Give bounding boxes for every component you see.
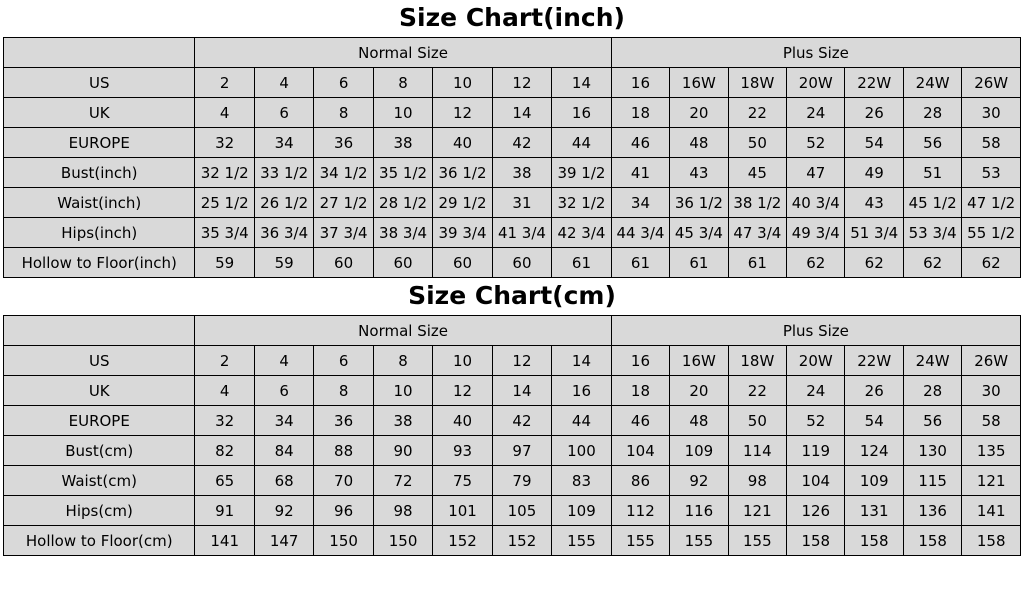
table-cell: 24W — [903, 68, 961, 98]
table-cell: 51 3/4 — [845, 218, 903, 248]
table-cell: 54 — [845, 128, 903, 158]
table-cell: 28 — [903, 376, 961, 406]
table-cell: 116 — [670, 496, 728, 526]
table-cell: 26W — [962, 68, 1021, 98]
table-cell: 32 — [195, 406, 254, 436]
table-cell: 6 — [254, 376, 313, 406]
table-cell: 37 3/4 — [314, 218, 373, 248]
table-cell: 131 — [845, 496, 903, 526]
row-label: Hollow to Floor(cm) — [4, 526, 195, 556]
table-cell: 10 — [433, 346, 492, 376]
group-header-normal: Normal Size — [195, 316, 611, 346]
table-cell: 51 — [903, 158, 961, 188]
table-row — [4, 248, 1021, 278]
table-cell: 10 — [373, 376, 432, 406]
table-cell: 55 1/2 — [962, 218, 1021, 248]
table-cell: 46 — [611, 406, 669, 436]
row-label: Hips(cm) — [4, 496, 195, 526]
table-cell: 44 3/4 — [611, 218, 669, 248]
table-cell: 46 — [611, 128, 669, 158]
table-cell: 49 — [845, 158, 903, 188]
table-cell: 45 3/4 — [670, 218, 728, 248]
table-cell: 84 — [254, 436, 313, 466]
table-cell: 4 — [195, 98, 254, 128]
group-header-plus: Plus Size — [611, 316, 1020, 346]
table-cell: 147 — [254, 526, 313, 556]
table-cell: 30 — [962, 98, 1021, 128]
table-cell: 18 — [611, 376, 669, 406]
table-cell: 47 — [787, 158, 845, 188]
table-cell: 20W — [787, 346, 845, 376]
table-cell: 54 — [845, 406, 903, 436]
table-body-cm — [4, 316, 1021, 556]
table-cell: 158 — [845, 526, 903, 556]
table-cell: 29 1/2 — [433, 188, 492, 218]
table-cell: 25 1/2 — [195, 188, 254, 218]
table-cell: 34 — [254, 406, 313, 436]
table-cell: 155 — [611, 526, 669, 556]
table-cell: 20 — [670, 376, 728, 406]
table-cell: 8 — [314, 98, 373, 128]
table-cell: 82 — [195, 436, 254, 466]
table-cell: 49 3/4 — [787, 218, 845, 248]
table-cell: 16W — [670, 346, 728, 376]
table-cell: 48 — [670, 128, 728, 158]
table-cell: 16 — [552, 98, 612, 128]
table-cell: 53 — [962, 158, 1021, 188]
table-cell: 26 — [845, 376, 903, 406]
table-cell: 109 — [552, 496, 612, 526]
table-cell: 30 — [962, 376, 1021, 406]
table-cell: 62 — [845, 248, 903, 278]
table-cell: 52 — [787, 406, 845, 436]
table-cell: 98 — [728, 466, 786, 496]
table-cell: 36 1/2 — [670, 188, 728, 218]
table-cell: 24 — [787, 376, 845, 406]
table-cell: 38 — [373, 406, 432, 436]
table-cell: 16 — [552, 376, 612, 406]
table-cell: 158 — [962, 526, 1021, 556]
table-cell: 83 — [552, 466, 612, 496]
table-cell: 8 — [373, 346, 432, 376]
table-row — [4, 346, 1021, 376]
table-row — [4, 128, 1021, 158]
table-cell: 31 — [492, 188, 551, 218]
row-label: US — [4, 68, 195, 98]
table-cell: 101 — [433, 496, 492, 526]
table-cell: 100 — [552, 436, 612, 466]
table-cell: 61 — [611, 248, 669, 278]
table-cell: 10 — [433, 68, 492, 98]
table-cell: 4 — [195, 376, 254, 406]
table-cell: 28 1/2 — [373, 188, 432, 218]
table-cell: 28 — [903, 98, 961, 128]
group-header-plus: Plus Size — [611, 38, 1020, 68]
table-cell: 42 — [492, 128, 551, 158]
table-cell: 97 — [492, 436, 551, 466]
table-cell: 6 — [254, 98, 313, 128]
table-cell: 22 — [728, 98, 786, 128]
size-chart-inch — [0, 0, 1024, 278]
table-cell: 36 3/4 — [254, 218, 313, 248]
row-label: Hollow to Floor(inch) — [4, 248, 195, 278]
table-cell: 36 — [314, 406, 373, 436]
table-cell: 98 — [373, 496, 432, 526]
table-cell: 50 — [728, 128, 786, 158]
table-cell: 119 — [787, 436, 845, 466]
table-cell: 39 1/2 — [552, 158, 612, 188]
table-cell: 109 — [845, 466, 903, 496]
row-label: UK — [4, 98, 195, 128]
table-cell: 42 — [492, 406, 551, 436]
table-cell: 105 — [492, 496, 551, 526]
table-cell: 152 — [492, 526, 551, 556]
table-row — [4, 158, 1021, 188]
table-cell: 60 — [492, 248, 551, 278]
table-cell: 26 1/2 — [254, 188, 313, 218]
table-cell: 20W — [787, 68, 845, 98]
table-cell: 58 — [962, 406, 1021, 436]
table-cell: 45 1/2 — [903, 188, 961, 218]
table-cell: 92 — [670, 466, 728, 496]
table-row — [4, 496, 1021, 526]
table-cell: 91 — [195, 496, 254, 526]
table-cell: 4 — [254, 346, 313, 376]
table-cell: 20 — [670, 98, 728, 128]
table-cell: 12 — [433, 376, 492, 406]
table-cell: 2 — [195, 68, 254, 98]
table-cell: 40 — [433, 128, 492, 158]
table-cell: 90 — [373, 436, 432, 466]
table-cell: 43 — [670, 158, 728, 188]
table-cell: 72 — [373, 466, 432, 496]
row-label: Bust(inch) — [4, 158, 195, 188]
table-cell: 34 1/2 — [314, 158, 373, 188]
table-cell: 14 — [492, 98, 551, 128]
table-cell: 121 — [728, 496, 786, 526]
table-cell: 155 — [670, 526, 728, 556]
table-cell: 38 3/4 — [373, 218, 432, 248]
table-cell: 135 — [962, 436, 1021, 466]
table-row — [4, 406, 1021, 436]
table-cell: 32 1/2 — [552, 188, 612, 218]
table-cell: 12 — [492, 68, 551, 98]
table-cell: 14 — [552, 346, 612, 376]
table-row — [4, 218, 1021, 248]
table-cell: 104 — [787, 466, 845, 496]
table-cell: 60 — [373, 248, 432, 278]
table-cell: 65 — [195, 466, 254, 496]
table-cell: 16 — [611, 346, 669, 376]
table-cell: 109 — [670, 436, 728, 466]
table-body-inch — [4, 38, 1021, 278]
table-cell: 155 — [728, 526, 786, 556]
table-cell: 141 — [962, 496, 1021, 526]
size-chart-cm — [0, 278, 1024, 556]
table-row — [4, 436, 1021, 466]
table-cell: 136 — [903, 496, 961, 526]
table-group-header-row — [4, 38, 1021, 68]
table-cell: 155 — [552, 526, 612, 556]
size-table-cm — [3, 315, 1021, 556]
table-cell: 43 — [845, 188, 903, 218]
table-cell: 18W — [728, 68, 786, 98]
table-cell: 44 — [552, 128, 612, 158]
table-cell: 36 — [314, 128, 373, 158]
table-cell: 152 — [433, 526, 492, 556]
table-cell: 58 — [962, 128, 1021, 158]
table-cell: 44 — [552, 406, 612, 436]
table-cell: 59 — [195, 248, 254, 278]
table-row — [4, 526, 1021, 556]
table-cell: 158 — [903, 526, 961, 556]
table-cell: 27 1/2 — [314, 188, 373, 218]
table-cell: 126 — [787, 496, 845, 526]
table-cell: 45 — [728, 158, 786, 188]
table-cell: 92 — [254, 496, 313, 526]
row-label: Bust(cm) — [4, 436, 195, 466]
table-cell: 61 — [670, 248, 728, 278]
table-cell: 36 1/2 — [433, 158, 492, 188]
table-cell: 16W — [670, 68, 728, 98]
table-cell: 150 — [373, 526, 432, 556]
table-cell: 39 3/4 — [433, 218, 492, 248]
table-cell: 26 — [845, 98, 903, 128]
table-cell: 48 — [670, 406, 728, 436]
table-cell: 18W — [728, 346, 786, 376]
table-row — [4, 68, 1021, 98]
group-header-normal: Normal Size — [195, 38, 611, 68]
table-cell: 34 — [611, 188, 669, 218]
table-row — [4, 376, 1021, 406]
table-cell: 8 — [373, 68, 432, 98]
table-cell: 26W — [962, 346, 1021, 376]
table-group-header-row — [4, 316, 1021, 346]
table-cell: 41 — [611, 158, 669, 188]
size-table-inch — [3, 37, 1021, 278]
table-cell: 88 — [314, 436, 373, 466]
corner-cell — [4, 316, 195, 346]
table-cell: 62 — [962, 248, 1021, 278]
table-cell: 38 — [373, 128, 432, 158]
table-cell: 32 1/2 — [195, 158, 254, 188]
table-cell: 47 1/2 — [962, 188, 1021, 218]
table-cell: 22W — [845, 68, 903, 98]
table-cell: 150 — [314, 526, 373, 556]
page-title-inch: Size Chart(inch) — [399, 3, 625, 32]
table-cell: 14 — [552, 68, 612, 98]
table-cell: 35 3/4 — [195, 218, 254, 248]
table-cell: 141 — [195, 526, 254, 556]
table-cell: 10 — [373, 98, 432, 128]
table-cell: 112 — [611, 496, 669, 526]
corner-cell — [4, 38, 195, 68]
table-cell: 53 3/4 — [903, 218, 961, 248]
row-label: US — [4, 346, 195, 376]
table-cell: 75 — [433, 466, 492, 496]
table-cell: 124 — [845, 436, 903, 466]
table-cell: 40 — [433, 406, 492, 436]
table-cell: 70 — [314, 466, 373, 496]
table-cell: 130 — [903, 436, 961, 466]
table-cell: 158 — [787, 526, 845, 556]
table-cell: 34 — [254, 128, 313, 158]
table-cell: 38 1/2 — [728, 188, 786, 218]
table-cell: 38 — [492, 158, 551, 188]
table-cell: 50 — [728, 406, 786, 436]
table-cell: 33 1/2 — [254, 158, 313, 188]
table-cell: 61 — [552, 248, 612, 278]
table-row — [4, 466, 1021, 496]
table-cell: 61 — [728, 248, 786, 278]
table-cell: 79 — [492, 466, 551, 496]
row-label: Waist(cm) — [4, 466, 195, 496]
table-cell: 52 — [787, 128, 845, 158]
page-title-cm: Size Chart(cm) — [408, 281, 616, 310]
table-cell: 104 — [611, 436, 669, 466]
table-cell: 56 — [903, 128, 961, 158]
table-cell: 86 — [611, 466, 669, 496]
table-cell: 96 — [314, 496, 373, 526]
table-cell: 2 — [195, 346, 254, 376]
table-cell: 18 — [611, 98, 669, 128]
table-cell: 12 — [433, 98, 492, 128]
row-label: Hips(inch) — [4, 218, 195, 248]
table-cell: 60 — [314, 248, 373, 278]
table-cell: 47 3/4 — [728, 218, 786, 248]
table-cell: 62 — [903, 248, 961, 278]
table-cell: 16 — [611, 68, 669, 98]
table-cell: 60 — [433, 248, 492, 278]
row-label: Waist(inch) — [4, 188, 195, 218]
table-cell: 68 — [254, 466, 313, 496]
row-label: EUROPE — [4, 406, 195, 436]
table-row — [4, 188, 1021, 218]
table-cell: 24W — [903, 346, 961, 376]
table-cell: 12 — [492, 346, 551, 376]
table-cell: 40 3/4 — [787, 188, 845, 218]
table-cell: 6 — [314, 346, 373, 376]
table-cell: 22W — [845, 346, 903, 376]
table-row — [4, 98, 1021, 128]
table-cell: 59 — [254, 248, 313, 278]
table-cell: 4 — [254, 68, 313, 98]
table-cell: 22 — [728, 376, 786, 406]
table-cell: 42 3/4 — [552, 218, 612, 248]
table-cell: 24 — [787, 98, 845, 128]
table-cell: 115 — [903, 466, 961, 496]
table-cell: 62 — [787, 248, 845, 278]
table-cell: 8 — [314, 376, 373, 406]
row-label: UK — [4, 376, 195, 406]
table-cell: 56 — [903, 406, 961, 436]
table-cell: 35 1/2 — [373, 158, 432, 188]
table-cell: 41 3/4 — [492, 218, 551, 248]
table-cell: 121 — [962, 466, 1021, 496]
table-cell: 14 — [492, 376, 551, 406]
table-cell: 6 — [314, 68, 373, 98]
table-cell: 32 — [195, 128, 254, 158]
row-label: EUROPE — [4, 128, 195, 158]
table-cell: 114 — [728, 436, 786, 466]
table-cell: 93 — [433, 436, 492, 466]
